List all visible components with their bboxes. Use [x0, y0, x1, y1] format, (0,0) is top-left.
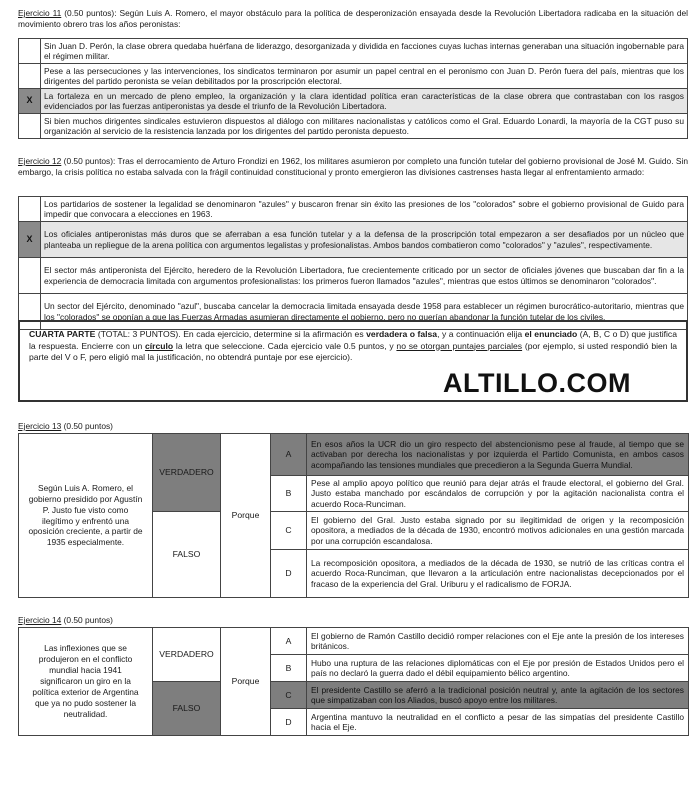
cuarta-s4: la letra que seleccione. Cada ejercicio vale 0.5 puntos, y: [173, 340, 397, 351]
ex12-option-2[interactable]: [19, 222, 688, 258]
ex13-option-a: En esos años la UCR dio un giro respecto del abstencionismo pese al fraude, al tiempo que se activaban por derecha los nacionalistas y por izquierda el Partido Comunista, en ambos casos acompañando las tensiones mundiales que precedieron a la Segunda Guerra Mundial.: [307, 434, 689, 476]
ex11-option-2[interactable]: [19, 64, 688, 89]
ex14-porque: Porque: [221, 628, 271, 736]
ex13-letter-a[interactable]: A: [271, 434, 307, 476]
ex12-option-1[interactable]: [19, 197, 688, 222]
ex12-label: Ejercicio 12: [18, 156, 62, 166]
ex12-mark-3[interactable]: [19, 258, 41, 294]
ex14-verdadero[interactable]: VERDADERO: [153, 628, 221, 682]
cuarta-vf: verdadera o falsa: [366, 329, 438, 339]
ex14-option-a: El gobierno de Ramón Castillo decidió romper relaciones con el Eje ante la presión de los intereses británicos.: [307, 628, 689, 655]
ex13-points: (0.50 puntos): [61, 421, 113, 431]
ex14-points: (0.50 puntos): [61, 615, 113, 625]
ex12-text-3: El sector más antiperonista del Ejército, heredero de la Revolución Libertadora, fue crecientemente criticado por un sector de oficiales jóvenes que buscaban dar fin a la experiencia de democracia limitada con argumentos profesionalistas: los primeros fueron llamados "azules", mientras que estos últimos se denominaron "colorados".: [41, 258, 688, 294]
ex11-mark-2[interactable]: [19, 64, 41, 89]
cuarta-s1: En cada ejercicio, determine si la afirmación es: [180, 329, 367, 339]
ex13-porque: Porque: [221, 434, 271, 598]
ex11-options: [18, 38, 688, 139]
ex11-text-1: Sin Juan D. Perón, la clase obrera quedaba huérfana de liderazgo, desorganizada y dividida en facciones cuyas luchas internas generaban una situación ingobernable para el régimen militar.: [41, 39, 688, 64]
ex11-label: Ejercicio 11: [18, 8, 62, 18]
ex13-label: Ejercicio 13: [18, 421, 62, 431]
ex13-option-d: La recomposición opositora, a mediados de la década de 1930, se nutrió de las críticas contra el acuerdo Roca-Runciman, que llevaron a la articulación entre nacionalistas decepcionados por el fracaso de la experiencia del Gral. Uriburu y el radicalismo de FORJA.: [307, 550, 689, 598]
cuarta-no-parciales: no se otorgan puntajes parciales: [396, 340, 523, 351]
ex13-statement: Según Luis A. Romero, el gobierno presidido por Agustín P. Justo fue visto como ilegítimo y enfrentó una oposición creciente, a partir de 1935 especialmente.: [19, 434, 153, 598]
ex13-table: [18, 433, 689, 598]
ex12-options: [18, 196, 688, 330]
ex14-heading: [18, 615, 113, 626]
ex14-option-d: Argentina mantuvo la neutralidad en el conflicto a pesar de las simpatías del presidente Castillo hacia el Eje.: [307, 709, 689, 736]
ex14-letter-b[interactable]: B: [271, 655, 307, 682]
ex12-text-2: Los oficiales antiperonistas más duros que se aferraban a esa función tutelar y a la defensa de la proscripción total empezaron a ser desafiados por un núcleo que planteaba un repliegue de la arena política con argumentos legalistas y profesionalistas. Ambos bandos combatieron como "colorados" y "azules", respectivamente.: [41, 222, 688, 258]
ex11-mark-4[interactable]: [19, 114, 41, 139]
ex11-prompt: [18, 8, 688, 29]
ex13-letter-b[interactable]: B: [271, 476, 307, 512]
ex11-mark-3[interactable]: X: [19, 89, 41, 114]
cuarta-enunciado: el enunciado: [524, 329, 578, 339]
cuarta-points: (TOTAL: 3 PUNTOS).: [95, 329, 181, 339]
ex14-letter-d[interactable]: D: [271, 709, 307, 736]
ex12-prompt-text: (0.50 puntos): Tras el derrocamiento de Arturo Frondizi en 1962, los militares asumieron por completo una función tutelar del gobierno provisional de José M. Guido. Sin embargo, la crisis política no estaba salvada con la frágil continuidad constitucional y pronto emergieron las divisiones castrenses hasta llegar al enfrentamiento armado:: [18, 156, 688, 177]
ex12-mark-2[interactable]: X: [19, 222, 41, 258]
ex13-option-b: Pese al amplio apoyo político que reunió para dejar atrás el fraude electoral, el gobierno del Gral. Justo estaba manchado por escándalos de corrupción y por la agitación nacionalista contra el acuerdo Roca-Runciman.: [307, 476, 689, 512]
ex11-mark-1[interactable]: [19, 39, 41, 64]
ex11-prompt-text: (0.50 puntos): Según Luis A. Romero, el mayor obstáculo para la política de desperonización ensayada desde la Revolución Libertadora radicaba en la situación del movimiento obrero tras los años peronistas:: [18, 8, 688, 29]
ex14-label: Ejercicio 14: [18, 615, 62, 625]
ex11-option-1[interactable]: [19, 39, 688, 64]
ex11-text-2: Pese a las persecuciones y las intervenciones, los sindicatos terminaron por asumir un papel central en el peronismo con Juan D. Perón fuera del país, mientras que los dirigentes del partido peronista se veían debilitados por la proscripción electoral.: [41, 64, 688, 89]
ex14-falso[interactable]: FALSO: [153, 682, 221, 736]
cuarta-title: CUARTA PARTE: [29, 329, 96, 339]
ex14-option-c: El presidente Castillo se aferró a la tradicional posición neutral y, ante la agitación de los sectores que simpatizaban con los Aliados, buscó apoyo entre los militares.: [307, 682, 689, 709]
ex13-option-c: El gobierno del Gral. Justo estaba signado por su ilegitimidad de origen y la recomposición opositora, a mediados de la década de 1930, encontró motivos adicionales en una gestión marcada por una corrupción escandalosa.: [307, 512, 689, 550]
ex13-falso[interactable]: FALSO: [153, 512, 221, 598]
ex12-mark-1[interactable]: [19, 197, 41, 222]
ex14-option-b: Hubo una ruptura de las relaciones diplomáticas con el Eje por presión de Estados Unidos pero el país no declaró la guerra dado el débil equipamiento bélico argentino.: [307, 655, 689, 682]
ex13-verdadero[interactable]: VERDADERO: [153, 434, 221, 512]
ex14-letter-c[interactable]: C: [271, 682, 307, 709]
altillo-watermark: ALTILLO.COM: [443, 368, 631, 398]
ex14-table: [18, 627, 689, 736]
ex11-text-4: Si bien muchos dirigentes sindicales estuvieron dispuestos al diálogo con militares nacionalistas y católicos como el Gral. Eduardo Lonardi, la mayoría de la CGT puso su organización al servicio de la resistencia lanzada por los dirigentes del partido peronista depuesto.: [41, 114, 688, 139]
ex14-letter-a[interactable]: A: [271, 628, 307, 655]
ex11-text-3: La fortaleza en un mercado de pleno empleo, la organización y la clara identidad política eran características de la clase obrera que contrastaban con los rasgos evidenciados por las fuerzas antiperonistas ya desde el triunfo de la Revolución Libertadora.: [41, 89, 688, 114]
cuarta-s5: (por ejemplo, si usted respondió bien la parte del V o F, pero eligió mal la justificación, no obtendrá puntaje por ese ejercicio).: [29, 340, 678, 363]
cuarta-circulo: círculo: [144, 340, 174, 351]
ex13-heading: [18, 421, 113, 432]
ex11-option-3[interactable]: [19, 89, 688, 114]
ex12-option-3[interactable]: [19, 258, 688, 294]
ex11-option-4[interactable]: [19, 114, 688, 139]
ex13-letter-c[interactable]: C: [271, 512, 307, 550]
ex13-letter-d[interactable]: D: [271, 550, 307, 598]
ex14-statement: Las inflexiones que se produjeron en el conflicto mundial hacia 1941 significaron un giro en la política exterior de Argentina que ya no pudo sostener la neutralidad.: [19, 628, 153, 736]
cuarta-s2: , y a continuación elija: [437, 329, 525, 339]
ex12-prompt: [18, 156, 688, 177]
cuarta-s3: (A, B, C o D) que justifica la respuesta. Encierre con un: [29, 329, 677, 351]
ex12-text-4: Un sector del Ejército, denominado "azul", buscaba cancelar la democracia limitada ensayada desde 1958 para establecer un régimen burocrático-autoritario, mientras que los "colorados" se oponían a que las Fuerzas Armadas asumieran directamente el gobierno, pero no querían abandonar la función tutelar de los civiles.: [41, 294, 688, 330]
ex12-text-1: Los partidarios de sostener la legalidad se denominaron "azules" y buscaron frenar sin éxito las presiones de los "colorados" sobre el gobierno provisional de Guido para impedir que convocara a elecciones en 1963.: [41, 197, 688, 222]
